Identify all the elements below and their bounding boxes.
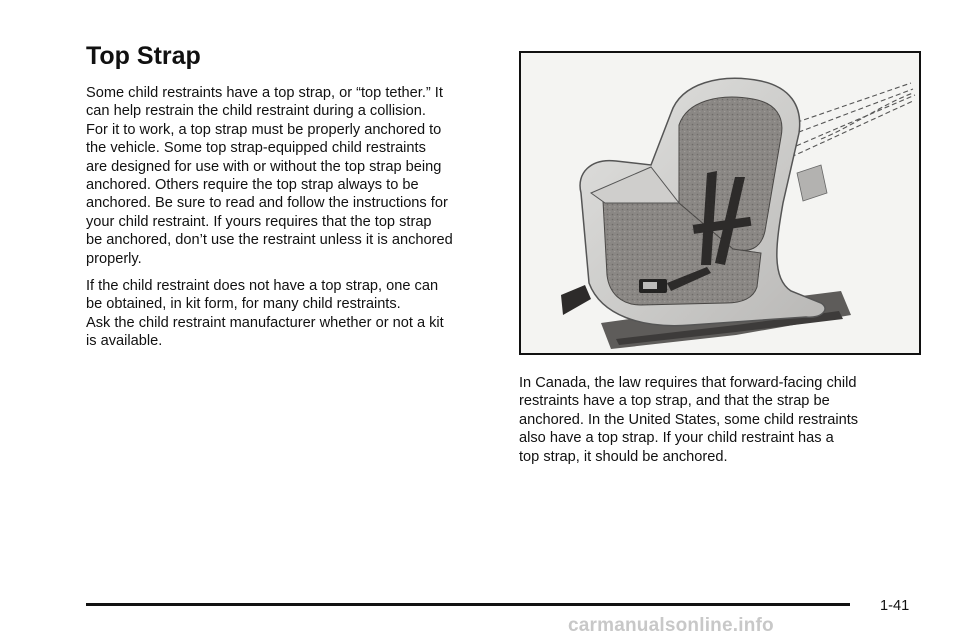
body-paragraph: In Canada, the law requires that forward-facing child restraints have a top strap, and that the strap be anchored. In the United States, some child restraints also have a top strap. If your child restraint has a top strap, it should be anchored. [519, 375, 859, 465]
body-paragraph: Some child restraints have a top strap, or “top tether.” It can help restrain the child restraint during a collision. For it to work, a top strap must be properly anchored to the vehicle. Some top strap-equipped child restraints are designed for use with or without the top strap being anchored. Others require the top strap always to be anchored. Be sure to read and follow the instructions for your child restraint. If yours requires that the top strap be anchored, don’t use the restraint unless it is anchored properly. [86, 85, 453, 267]
body-paragraph: If the child restraint does not have a top strap, one can be obtained, in kit form, for many child restraints. Ask the child restraint manufacturer whether or not a kit is available. [86, 278, 444, 350]
watermark-link[interactable]: carmanualsonline.info [568, 615, 774, 636]
top-strap-dashed-lines [789, 83, 915, 157]
child-seat-drawing [521, 53, 919, 353]
page-title: Top Strap [86, 42, 201, 70]
right-column [519, 374, 919, 475]
footer-rule [86, 603, 850, 606]
child-seat-illustration [519, 51, 921, 355]
left-column [86, 84, 496, 360]
page-number: 1-41 [880, 598, 910, 614]
